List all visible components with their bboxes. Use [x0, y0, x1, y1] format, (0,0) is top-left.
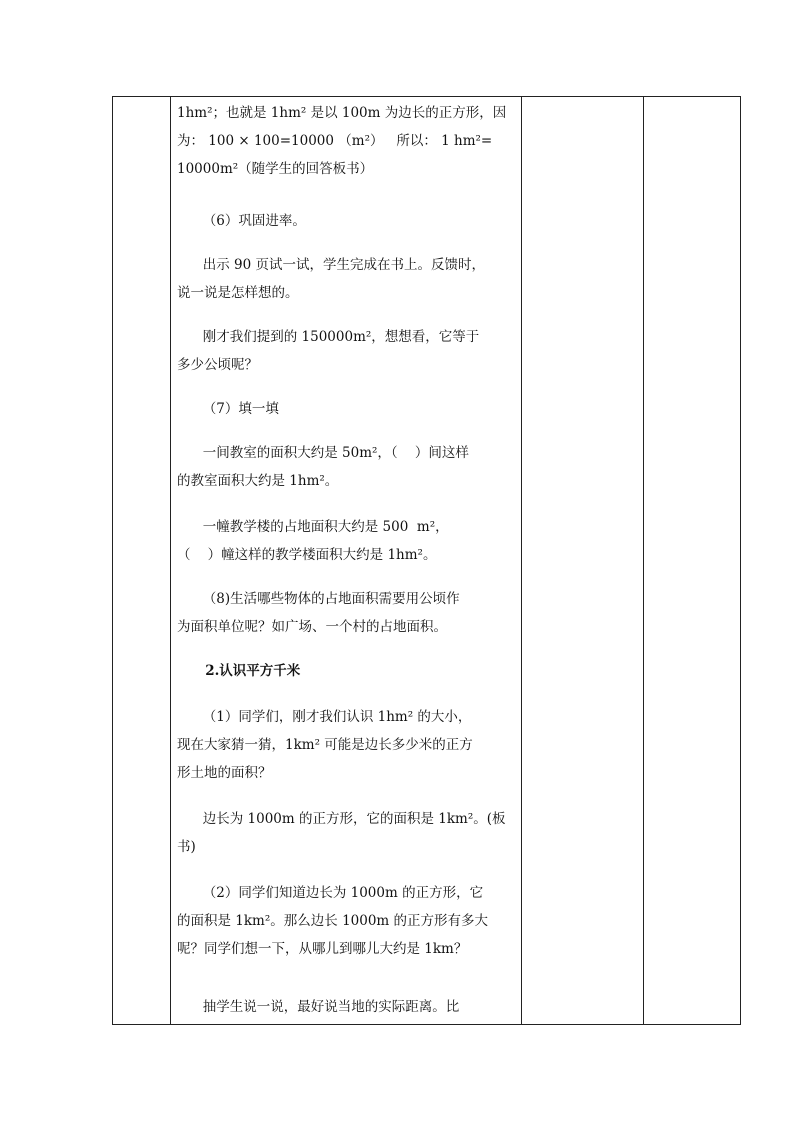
paragraph-2 — [177, 207, 515, 235]
paragraph-line: （8)生活哪些物体的占地面积需要用公顷作 — [177, 591, 460, 607]
paragraph-line: 为： 100 × 100=10000 （m²） 所以： 1 hm²= — [177, 133, 493, 149]
paragraph-11 — [177, 805, 515, 861]
paragraph-line: 的教室面积大约是 1hm²。 — [177, 473, 339, 489]
paragraph-line: 10000m²（随学生的回答板书） — [177, 161, 374, 177]
paragraph-line: 书) — [177, 839, 196, 855]
paragraph-line: 一幢教学楼的占地面积大约是 500 m²， — [177, 519, 449, 535]
paragraph-3 — [177, 251, 515, 307]
paragraph-line: 多少公顷呢？ — [177, 357, 258, 373]
paragraph-line: 2.认识平方千米 — [177, 663, 301, 679]
paragraph-line: 1hm²；也就是 1hm² 是以 100m 为边长的正方形，因 — [177, 105, 507, 121]
paragraph-12 — [177, 879, 515, 963]
paragraph-line: 一间教室的面积大约是 50m²，（ ）间这样 — [177, 445, 469, 461]
paragraph-line: （6）巩固进率。 — [177, 213, 306, 229]
paragraph-line: （ ）幢这样的教学楼面积大约是 1hm²。 — [177, 547, 437, 563]
paragraph-13 — [177, 993, 515, 1021]
paragraph-line: 边长为 1000m 的正方形，它的面积是 1km²。(板 — [177, 811, 506, 827]
paragraph-5 — [177, 395, 515, 423]
paragraph-4 — [177, 323, 515, 379]
paragraph-line: 为面积单位呢？如广场、一个村的占地面积。 — [177, 619, 447, 635]
paragraph-line: 说一说是怎样想的。 — [177, 285, 299, 301]
paragraph-line: 抽学生说一说，最好说当地的实际距离。比 — [177, 999, 460, 1015]
paragraph-9 — [177, 657, 515, 685]
paragraph-line: 形土地的面积？ — [177, 765, 272, 781]
paragraph-line: （1）同学们，刚才我们认识 1hm² 的大小， — [177, 709, 472, 725]
paragraph-6 — [177, 439, 515, 495]
paragraph-line: 呢？同学们想一下，从哪儿到哪儿大约是 1km？ — [177, 941, 468, 957]
teaching-process-column — [171, 97, 521, 1024]
paragraph-line: （2）同学们知道边长为 1000m 的正方形，它 — [177, 885, 484, 901]
column-divider-2 — [521, 97, 522, 1024]
paragraph-1 — [177, 99, 515, 183]
lesson-plan-table — [112, 96, 741, 1025]
paragraph-line: 现在大家猜一猜，1km² 可能是边长多少米的正方 — [177, 737, 473, 753]
column-divider-3 — [643, 97, 644, 1024]
paragraph-line: 的面积是 1km²。那么边长 1000m 的正方形有多大 — [177, 913, 489, 929]
paragraph-10 — [177, 703, 515, 787]
paragraph-line: 刚才我们提到的 150000m²，想想看，它等于 — [177, 329, 480, 345]
paragraph-line: 出示 90 页试一试，学生完成在书上。反馈时， — [177, 257, 486, 273]
paragraph-8 — [177, 585, 515, 641]
paragraph-line: （7）填一填 — [177, 401, 279, 417]
paragraph-7 — [177, 513, 515, 569]
